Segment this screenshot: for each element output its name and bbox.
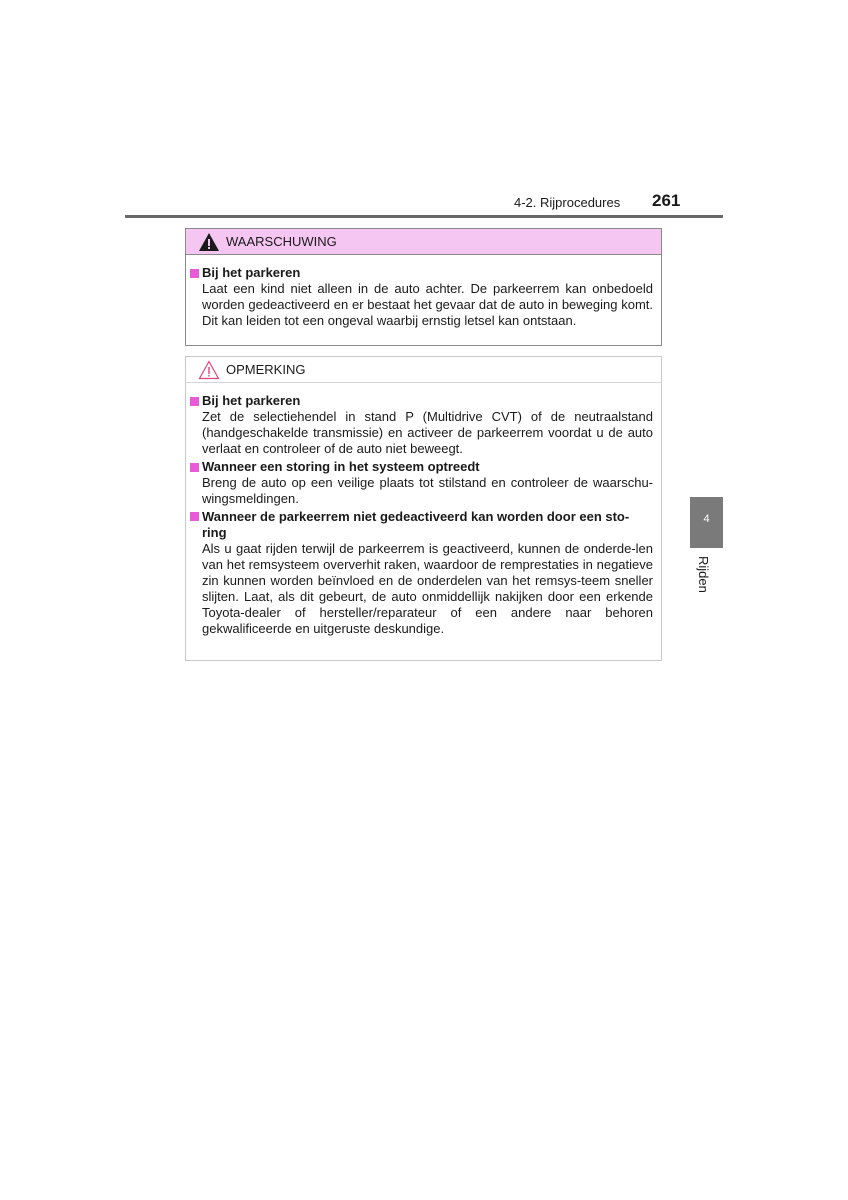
notice-heading: OPMERKING xyxy=(226,362,306,377)
warning-heading: WAARSCHUWING xyxy=(226,234,337,249)
notice-header xyxy=(186,357,661,383)
header-rule xyxy=(125,215,723,218)
bullet-square-icon xyxy=(190,397,199,406)
chapter-label: Rijden xyxy=(696,556,711,593)
notice-item-text: Breng de auto op een veilige plaats tot stilstand en controleer de waarschu-wingsmeldingen. xyxy=(202,475,653,506)
notice-item-title xyxy=(190,393,653,409)
warning-item-title-text: Bij het parkeren xyxy=(202,265,301,280)
warning-item-text: Laat een kind niet alleen in de auto achter. De parkeerrem kan onbedoeld worden gedeactiveerd en er bestaat het gevaar dat de auto in beweging komt. Dit kan leiden tot een ongeval waarbij ernstig letsel kan ontstaan. xyxy=(202,281,653,328)
notice-item-text: Als u gaat rijden terwijl de parkeerrem is geactiveerd, kunnen de onderde-len van het remsysteem oververhit raken, waardoor de remprestaties in negatieve zin kunnen worden beïnvloed en de onderdelen van het remsys-teem sneller slijten. Laat, als dit gebeurt, de auto onmiddellijk nakijken door een erkende Toyota-dealer of hersteller/reparateur of een andere naar behoren gekwalificeerde en uitgeruste deskundige. xyxy=(202,541,653,636)
warning-header xyxy=(186,229,661,255)
notice-item-title-text: Bij het parkeren xyxy=(202,393,301,408)
notice-item-title-text: Wanneer de parkeerrem niet gedeactiveerd kan worden door een sto-ring xyxy=(202,509,630,540)
warning-item-title xyxy=(190,265,653,281)
notice-item-text: Zet de selectiehendel in stand P (Multidrive CVT) of de neutraalstand (handgeschakelde transmissie) en activeer de parkeerrem voordat u de auto verlaat en controleer of de auto niet beweegt. xyxy=(202,409,653,456)
bullet-square-icon xyxy=(190,269,199,278)
warning-box xyxy=(185,228,662,346)
notice-box xyxy=(185,356,662,661)
section-title: 4-2. Rijprocedures xyxy=(514,195,621,210)
notice-triangle-icon xyxy=(198,360,220,380)
notice-item-title xyxy=(190,459,653,475)
notice-item-title-text: Wanneer een storing in het systeem optreedt xyxy=(202,459,480,474)
notice-item-title xyxy=(190,509,653,541)
warning-triangle-icon xyxy=(198,232,220,252)
bullet-square-icon xyxy=(190,463,199,472)
bullet-square-icon xyxy=(190,512,199,521)
page-number: 261 xyxy=(652,191,681,210)
chapter-tab: 4 xyxy=(690,497,723,548)
